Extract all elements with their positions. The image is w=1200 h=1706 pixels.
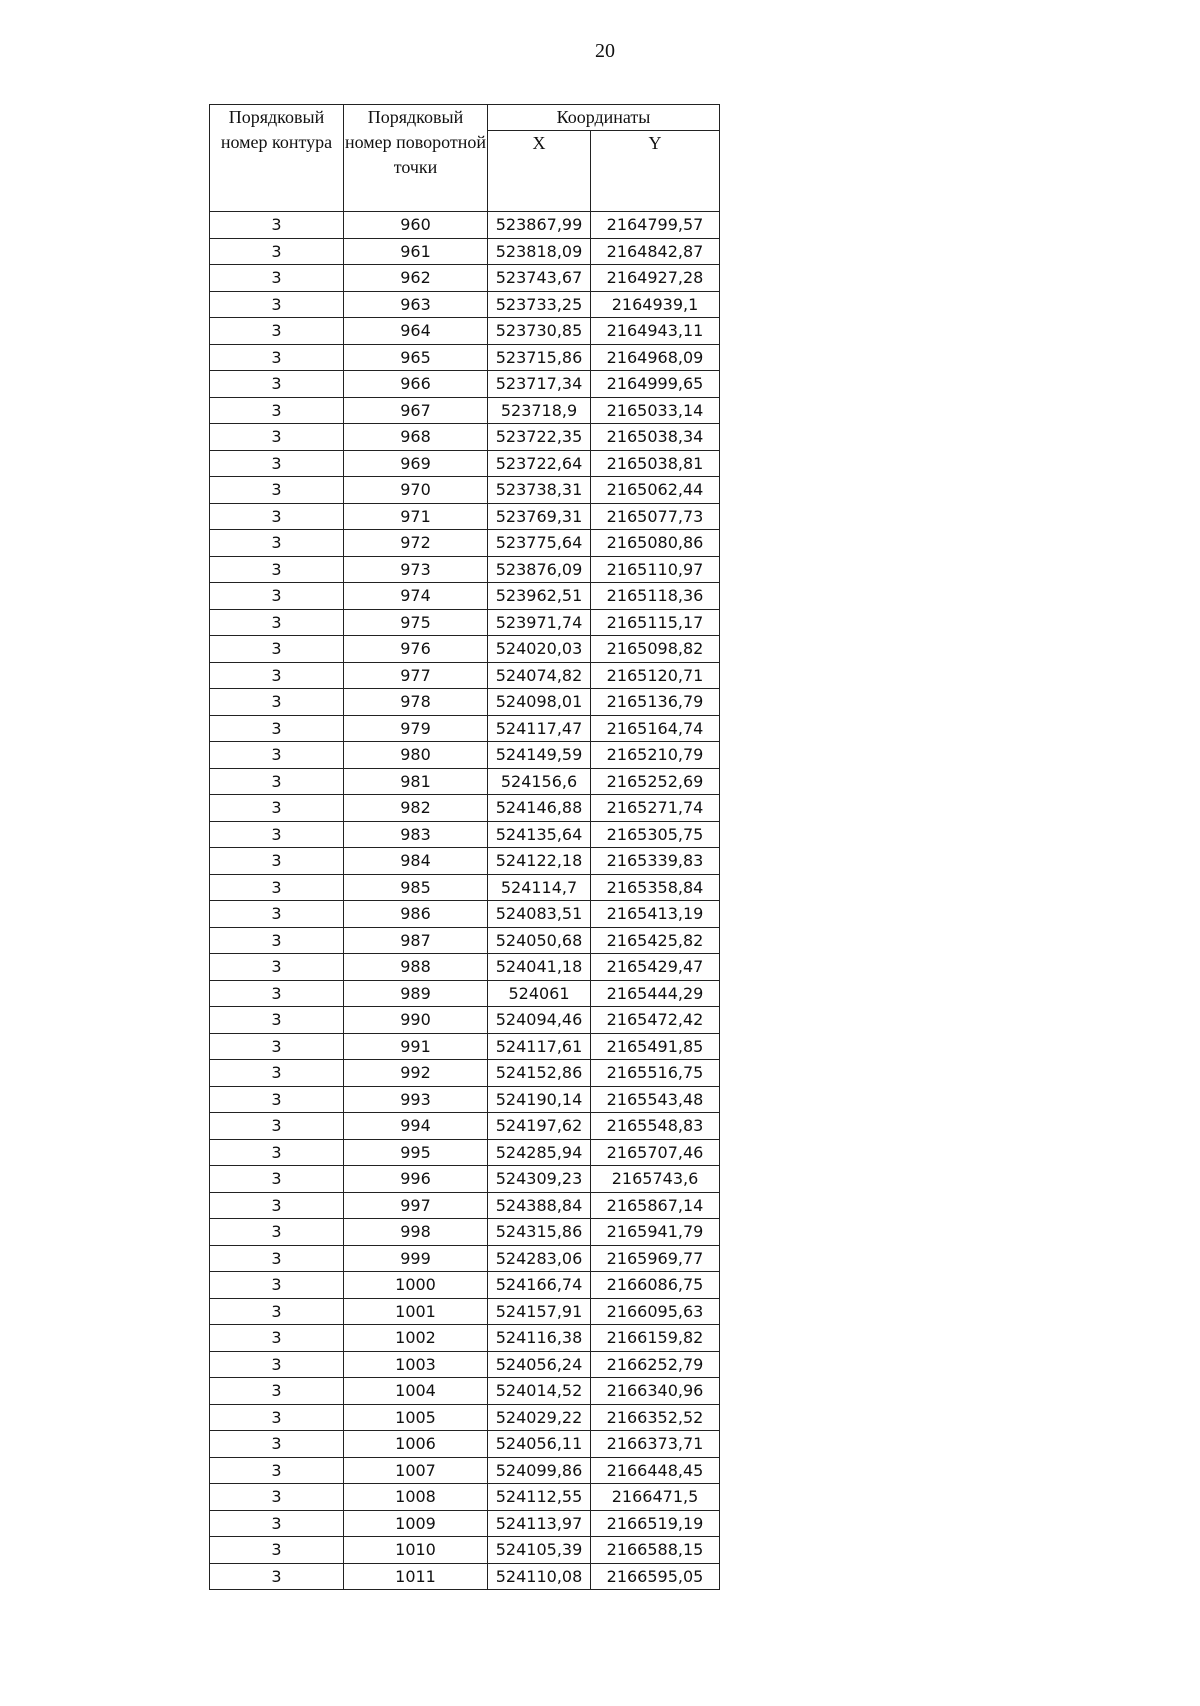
table-row [210,742,720,769]
cell-point: 965 [344,344,488,371]
cell-contour: 3 [210,636,344,663]
cell-point: 961 [344,238,488,265]
cell-contour: 3 [210,1298,344,1325]
cell-x: 523743,67 [488,265,591,292]
cell-contour: 3 [210,1086,344,1113]
cell-x: 524388,84 [488,1192,591,1219]
table-row [210,1139,720,1166]
cell-contour: 3 [210,318,344,345]
cell-y: 2166352,52 [591,1404,720,1431]
table-row [210,795,720,822]
cell-point: 1007 [344,1457,488,1484]
cell-contour: 3 [210,530,344,557]
table-row [210,318,720,345]
table-row [210,636,720,663]
cell-y: 2165118,36 [591,583,720,610]
cell-x: 524113,97 [488,1510,591,1537]
cell-x: 523775,64 [488,530,591,557]
cell-point: 971 [344,503,488,530]
cell-y: 2164939,1 [591,291,720,318]
table-row [210,212,720,239]
cell-y: 2164943,11 [591,318,720,345]
cell-y: 2165707,46 [591,1139,720,1166]
cell-contour: 3 [210,715,344,742]
cell-x: 524029,22 [488,1404,591,1431]
cell-x: 523738,31 [488,477,591,504]
cell-y: 2166595,05 [591,1563,720,1590]
cell-point: 1009 [344,1510,488,1537]
table-row [210,609,720,636]
cell-contour: 3 [210,424,344,451]
cell-contour: 3 [210,1431,344,1458]
cell-x: 524197,62 [488,1113,591,1140]
table-row [210,1404,720,1431]
table-row [210,1033,720,1060]
cell-y: 2166519,19 [591,1510,720,1537]
cell-point: 1005 [344,1404,488,1431]
cell-point: 994 [344,1113,488,1140]
cell-point: 981 [344,768,488,795]
cell-contour: 3 [210,609,344,636]
coordinates-table [209,104,720,1590]
cell-y: 2165098,82 [591,636,720,663]
cell-y: 2166095,63 [591,1298,720,1325]
cell-y: 2165077,73 [591,503,720,530]
cell-x: 524117,61 [488,1033,591,1060]
cell-contour: 3 [210,662,344,689]
table-row [210,715,720,742]
cell-contour: 3 [210,1457,344,1484]
cell-y: 2165867,14 [591,1192,720,1219]
cell-point: 1010 [344,1537,488,1564]
cell-contour: 3 [210,1351,344,1378]
cell-y: 2165339,83 [591,848,720,875]
cell-y: 2164968,09 [591,344,720,371]
cell-y: 2165413,19 [591,901,720,928]
table-row [210,1219,720,1246]
cell-contour: 3 [210,1007,344,1034]
cell-x: 524315,86 [488,1219,591,1246]
cell-contour: 3 [210,1060,344,1087]
table-row [210,1378,720,1405]
table-row [210,980,720,1007]
cell-point: 990 [344,1007,488,1034]
table-row [210,238,720,265]
table-row [210,1298,720,1325]
cell-y: 2166588,15 [591,1537,720,1564]
cell-x: 524122,18 [488,848,591,875]
header-point-number: Порядковый номер поворотной точки [344,105,488,212]
table-row [210,1192,720,1219]
table-row [210,954,720,981]
cell-x: 524114,7 [488,874,591,901]
header-coordinates: Координаты [488,105,720,131]
cell-x: 524285,94 [488,1139,591,1166]
cell-y: 2165491,85 [591,1033,720,1060]
cell-contour: 3 [210,1484,344,1511]
cell-x: 523730,85 [488,318,591,345]
cell-x: 524105,39 [488,1537,591,1564]
cell-y: 2165115,17 [591,609,720,636]
cell-y: 2165548,83 [591,1113,720,1140]
cell-x: 524117,47 [488,715,591,742]
header-contour-number: Порядковый номер контура [210,105,344,212]
cell-point: 968 [344,424,488,451]
table-row [210,1510,720,1537]
cell-point: 986 [344,901,488,928]
cell-y: 2166448,45 [591,1457,720,1484]
cell-x: 523867,99 [488,212,591,239]
cell-y: 2165062,44 [591,477,720,504]
cell-contour: 3 [210,1139,344,1166]
cell-contour: 3 [210,265,344,292]
cell-y: 2165516,75 [591,1060,720,1087]
cell-y: 2165941,79 [591,1219,720,1246]
cell-contour: 3 [210,503,344,530]
cell-x: 524061 [488,980,591,1007]
cell-y: 2166159,82 [591,1325,720,1352]
cell-contour: 3 [210,821,344,848]
cell-point: 989 [344,980,488,1007]
table-row [210,503,720,530]
cell-point: 1004 [344,1378,488,1405]
cell-x: 523818,09 [488,238,591,265]
cell-contour: 3 [210,1219,344,1246]
cell-contour: 3 [210,1113,344,1140]
cell-y: 2166373,71 [591,1431,720,1458]
cell-x: 524099,86 [488,1457,591,1484]
cell-contour: 3 [210,238,344,265]
table-row [210,1563,720,1590]
cell-point: 973 [344,556,488,583]
cell-y: 2165305,75 [591,821,720,848]
table-row [210,371,720,398]
cell-x: 523722,64 [488,450,591,477]
table-row [210,821,720,848]
cell-y: 2165210,79 [591,742,720,769]
cell-y: 2165543,48 [591,1086,720,1113]
header-x: X [488,131,591,212]
cell-contour: 3 [210,1166,344,1193]
table-row [210,1113,720,1140]
cell-point: 970 [344,477,488,504]
cell-contour: 3 [210,742,344,769]
cell-x: 524146,88 [488,795,591,822]
cell-point: 999 [344,1245,488,1272]
cell-point: 991 [344,1033,488,1060]
cell-x: 523718,9 [488,397,591,424]
cell-x: 524112,55 [488,1484,591,1511]
cell-point: 984 [344,848,488,875]
cell-y: 2164927,28 [591,265,720,292]
cell-contour: 3 [210,212,344,239]
cell-contour: 3 [210,397,344,424]
cell-point: 964 [344,318,488,345]
cell-y: 2165033,14 [591,397,720,424]
cell-x: 524056,24 [488,1351,591,1378]
cell-y: 2165444,29 [591,980,720,1007]
cell-point: 974 [344,583,488,610]
cell-point: 983 [344,821,488,848]
cell-contour: 3 [210,450,344,477]
cell-x: 524074,82 [488,662,591,689]
cell-y: 2166340,96 [591,1378,720,1405]
cell-x: 524156,6 [488,768,591,795]
cell-contour: 3 [210,371,344,398]
table-row [210,1007,720,1034]
cell-point: 998 [344,1219,488,1246]
cell-x: 524116,38 [488,1325,591,1352]
cell-point: 976 [344,636,488,663]
cell-y: 2164842,87 [591,238,720,265]
cell-point: 993 [344,1086,488,1113]
cell-point: 979 [344,715,488,742]
page-number: 20 [595,40,615,62]
cell-contour: 3 [210,1325,344,1352]
cell-contour: 3 [210,1563,344,1590]
cell-y: 2166086,75 [591,1272,720,1299]
cell-x: 523876,09 [488,556,591,583]
cell-point: 969 [344,450,488,477]
cell-contour: 3 [210,689,344,716]
cell-x: 524056,11 [488,1431,591,1458]
cell-y: 2164999,65 [591,371,720,398]
cell-point: 966 [344,371,488,398]
cell-y: 2165038,34 [591,424,720,451]
table-row [210,265,720,292]
cell-point: 963 [344,291,488,318]
cell-x: 524135,64 [488,821,591,848]
cell-x: 523971,74 [488,609,591,636]
cell-x: 523962,51 [488,583,591,610]
cell-contour: 3 [210,477,344,504]
table-row [210,1457,720,1484]
cell-point: 1002 [344,1325,488,1352]
cell-contour: 3 [210,848,344,875]
cell-y: 2165120,71 [591,662,720,689]
table-body [210,212,720,1590]
cell-point: 995 [344,1139,488,1166]
table-row [210,689,720,716]
cell-contour: 3 [210,927,344,954]
cell-point: 985 [344,874,488,901]
table-row [210,530,720,557]
cell-point: 978 [344,689,488,716]
cell-y: 2165429,47 [591,954,720,981]
cell-x: 524020,03 [488,636,591,663]
table-row [210,927,720,954]
cell-point: 967 [344,397,488,424]
cell-y: 2165425,82 [591,927,720,954]
cell-x: 524152,86 [488,1060,591,1087]
cell-x: 524149,59 [488,742,591,769]
cell-x: 523733,25 [488,291,591,318]
cell-x: 524083,51 [488,901,591,928]
cell-point: 1011 [344,1563,488,1590]
cell-contour: 3 [210,954,344,981]
cell-contour: 3 [210,1510,344,1537]
cell-point: 972 [344,530,488,557]
cell-point: 996 [344,1166,488,1193]
cell-point: 977 [344,662,488,689]
cell-y: 2165358,84 [591,874,720,901]
table-row [210,556,720,583]
table-row [210,848,720,875]
table-row [210,1060,720,1087]
cell-point: 960 [344,212,488,239]
cell-contour: 3 [210,1404,344,1431]
table-row [210,397,720,424]
cell-x: 524283,06 [488,1245,591,1272]
cell-x: 524014,52 [488,1378,591,1405]
cell-x: 524309,23 [488,1166,591,1193]
cell-point: 1001 [344,1298,488,1325]
table-row [210,1166,720,1193]
table-row [210,583,720,610]
cell-point: 975 [344,609,488,636]
cell-y: 2166471,5 [591,1484,720,1511]
cell-point: 988 [344,954,488,981]
cell-point: 1000 [344,1272,488,1299]
cell-y: 2165038,81 [591,450,720,477]
table-row [210,1086,720,1113]
cell-point: 997 [344,1192,488,1219]
cell-contour: 3 [210,901,344,928]
cell-contour: 3 [210,556,344,583]
cell-y: 2165080,86 [591,530,720,557]
cell-point: 987 [344,927,488,954]
cell-y: 2164799,57 [591,212,720,239]
cell-y: 2165472,42 [591,1007,720,1034]
cell-contour: 3 [210,1378,344,1405]
cell-y: 2165252,69 [591,768,720,795]
cell-contour: 3 [210,1033,344,1060]
cell-point: 1003 [344,1351,488,1378]
cell-x: 524157,91 [488,1298,591,1325]
cell-contour: 3 [210,291,344,318]
header-y: Y [591,131,720,212]
table-row [210,662,720,689]
cell-x: 524110,08 [488,1563,591,1590]
table-row [210,1431,720,1458]
cell-y: 2165136,79 [591,689,720,716]
cell-x: 523722,35 [488,424,591,451]
table-row [210,1245,720,1272]
cell-contour: 3 [210,874,344,901]
cell-x: 524166,74 [488,1272,591,1299]
cell-contour: 3 [210,583,344,610]
table-row [210,1484,720,1511]
cell-y: 2165743,6 [591,1166,720,1193]
cell-x: 524098,01 [488,689,591,716]
cell-contour: 3 [210,1537,344,1564]
table-row [210,1272,720,1299]
table-row [210,1325,720,1352]
cell-x: 523715,86 [488,344,591,371]
table-row [210,477,720,504]
cell-point: 962 [344,265,488,292]
cell-point: 1008 [344,1484,488,1511]
cell-contour: 3 [210,768,344,795]
cell-y: 2165969,77 [591,1245,720,1272]
table-row [210,450,720,477]
table-row [210,291,720,318]
cell-contour: 3 [210,1272,344,1299]
table-row [210,1351,720,1378]
cell-y: 2165164,74 [591,715,720,742]
cell-y: 2165271,74 [591,795,720,822]
cell-x: 524050,68 [488,927,591,954]
cell-point: 980 [344,742,488,769]
table-row [210,874,720,901]
cell-contour: 3 [210,1245,344,1272]
cell-y: 2165110,97 [591,556,720,583]
cell-x: 523717,34 [488,371,591,398]
cell-x: 523769,31 [488,503,591,530]
cell-contour: 3 [210,344,344,371]
cell-x: 524190,14 [488,1086,591,1113]
table-row [210,424,720,451]
cell-x: 524094,46 [488,1007,591,1034]
cell-y: 2166252,79 [591,1351,720,1378]
cell-point: 992 [344,1060,488,1087]
cell-x: 524041,18 [488,954,591,981]
table-row [210,768,720,795]
cell-contour: 3 [210,980,344,1007]
table-row [210,344,720,371]
table-row [210,1537,720,1564]
cell-point: 1006 [344,1431,488,1458]
cell-contour: 3 [210,795,344,822]
cell-point: 982 [344,795,488,822]
cell-contour: 3 [210,1192,344,1219]
table-row [210,901,720,928]
